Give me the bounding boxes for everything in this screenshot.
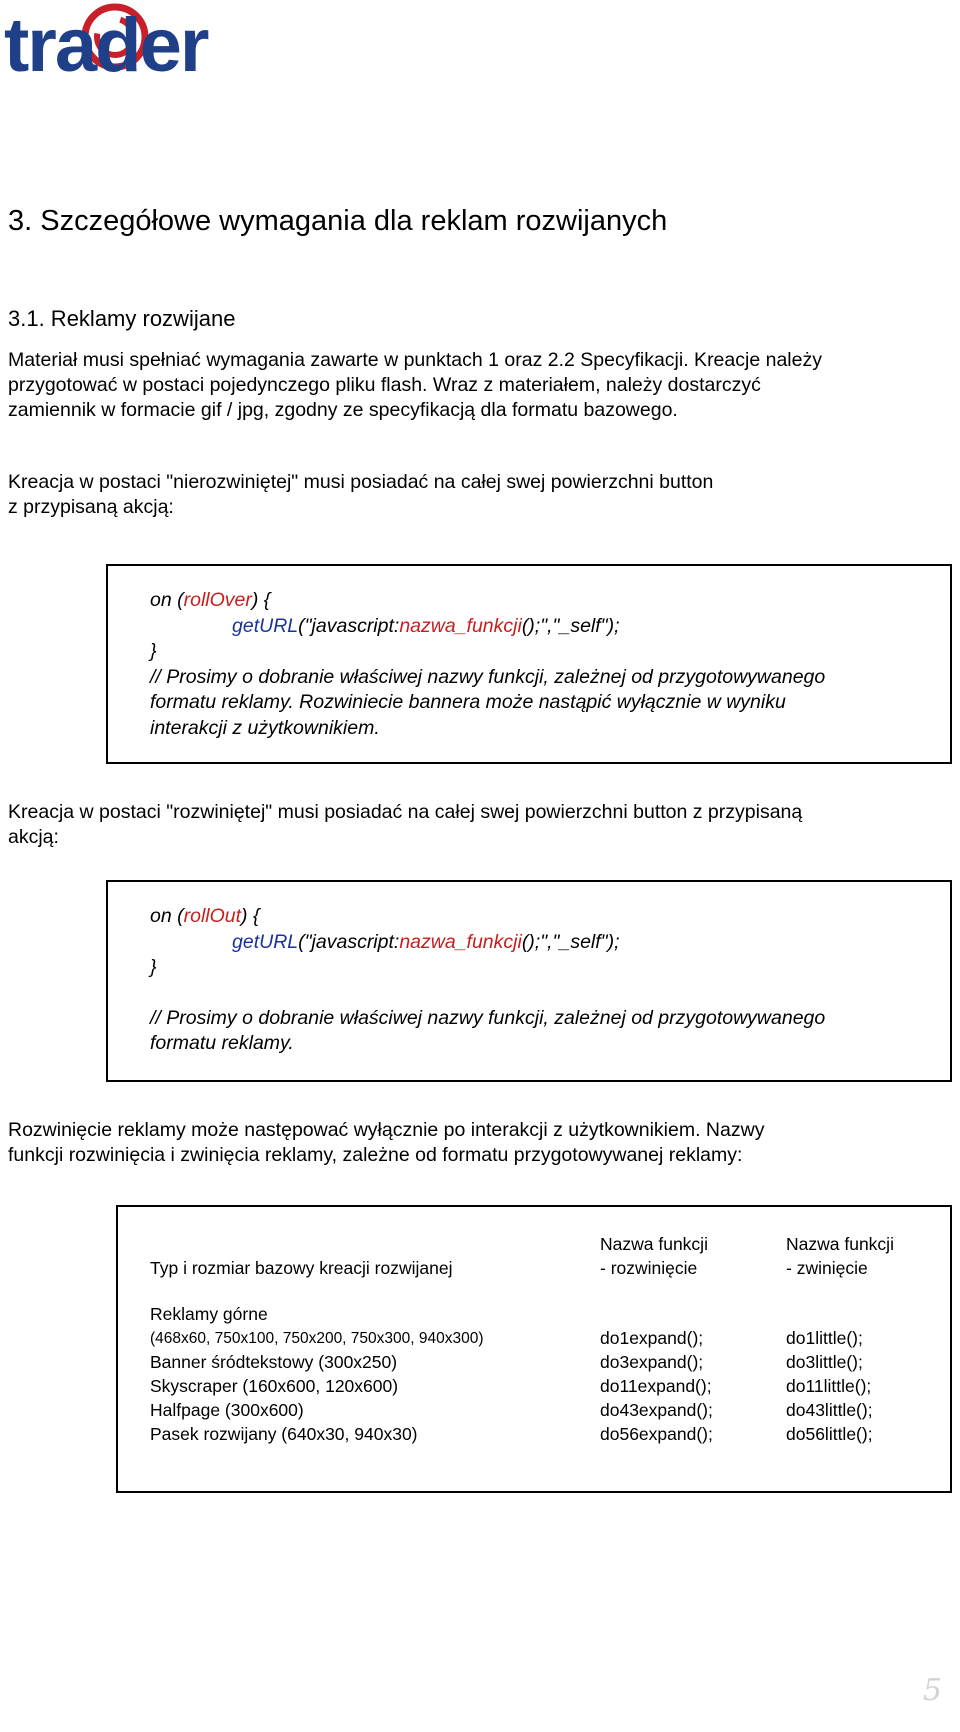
paragraph-materials: [8, 348, 952, 423]
paragraph-functions: [8, 1118, 952, 1168]
table-row: Skyscraper (160x600, 120x600) do11expand(); do11little();: [150, 1376, 872, 1396]
page-number: 5: [922, 1673, 942, 1708]
code-box-rollout: [106, 880, 952, 1082]
text-line: przygotować w postaci pojedynczego pliku flash. Wraz z materiałem, należy dostarczyć: [8, 374, 761, 396]
code-line: on (rollOut) {: [150, 905, 260, 927]
code-block: [150, 588, 940, 741]
code-box-rollover: [106, 564, 952, 764]
paragraph-expanded: [8, 800, 952, 850]
table-row: (468x60, 750x100, 750x200, 750x300, 940x300) do1expand(); do1little();: [150, 1328, 863, 1348]
code-comment: // Prosimy o dobranie właściwej nazwy funkcji, zależnej od przygotowywanego: [150, 665, 826, 688]
event-name: rollOver: [183, 589, 252, 611]
text-line: akcją:: [8, 826, 59, 848]
code-line: }: [150, 640, 157, 662]
code-comment: formatu reklamy. Rozwiniecie bannera może nastąpić wyłącznie w wyniku: [150, 691, 786, 713]
text-line: Kreacja w postaci "nierozwiniętej" musi posiadać na całej swej powierzchni button: [8, 471, 714, 493]
text-line: Materiał musi spełniać wymagania zawarte w punktach 1 oraz 2.2 Specyfikacji. Kreacje należy: [8, 349, 822, 371]
table-group-label: Reklamy górne: [150, 1304, 268, 1324]
code-line: on (rollOver) {: [150, 589, 271, 611]
text-line: zamiennik w formacie gif / jpg, zgodny ze specyfikacją dla formatu bazowego.: [8, 399, 678, 421]
page-title: 3. Szczegółowe wymagania dla reklam rozwijanych: [8, 205, 668, 237]
text-line: funkcji rozwinięcia i zwinięcia reklamy, zależne od formatu przygotowywanej reklamy:: [8, 1144, 743, 1166]
text-line: z przypisaną akcją:: [8, 496, 174, 518]
paragraph-collapsed: [8, 470, 952, 520]
table-header-col1: Typ i rozmiar bazowy kreacji rozwijanej: [150, 1258, 453, 1278]
text-line: Kreacja w postaci "rozwiniętej" musi posiadać na całej swej powierzchni button z przypisaną: [8, 801, 803, 823]
logo-text: trader: [4, 3, 208, 88]
table-row: Halfpage (300x600) do43expand(); do43little();: [150, 1400, 873, 1420]
code-line: }: [150, 956, 157, 978]
code-line: getURL("javascript:nazwa_funkcji();","_self");: [232, 930, 620, 953]
text-line: Rozwinięcie reklamy może następować wyłącznie po interakcji z użytkownikiem. Nazwy: [8, 1119, 765, 1141]
code-spacer: [150, 981, 940, 1006]
code-block: [150, 904, 940, 1057]
code-line: getURL("javascript:nazwa_funkcji();","_self");: [232, 614, 620, 637]
table-header-col3: Nazwa funkcji - zwinięcie: [786, 1234, 894, 1278]
section-title: 3.1. Reklamy rozwijane: [8, 306, 236, 331]
code-comment: formatu reklamy.: [150, 1032, 294, 1054]
functions-table-box: [116, 1205, 952, 1493]
logo: [0, 0, 210, 90]
event-name: rollOut: [183, 905, 242, 927]
table-body: [150, 1327, 940, 1447]
table-row: Pasek rozwijany (640x30, 940x30) do56expand(); do56little();: [150, 1424, 873, 1444]
code-comment: // Prosimy o dobranie właściwej nazwy funkcji, zależnej od przygotowywanego: [150, 1006, 826, 1029]
table-row: Banner śródtekstowy (300x250) do3expand(); do3little();: [150, 1352, 863, 1372]
code-comment: interakcji z użytkownikiem.: [150, 716, 380, 739]
table-header-col2: Nazwa funkcji - rozwinięcie: [600, 1234, 708, 1278]
